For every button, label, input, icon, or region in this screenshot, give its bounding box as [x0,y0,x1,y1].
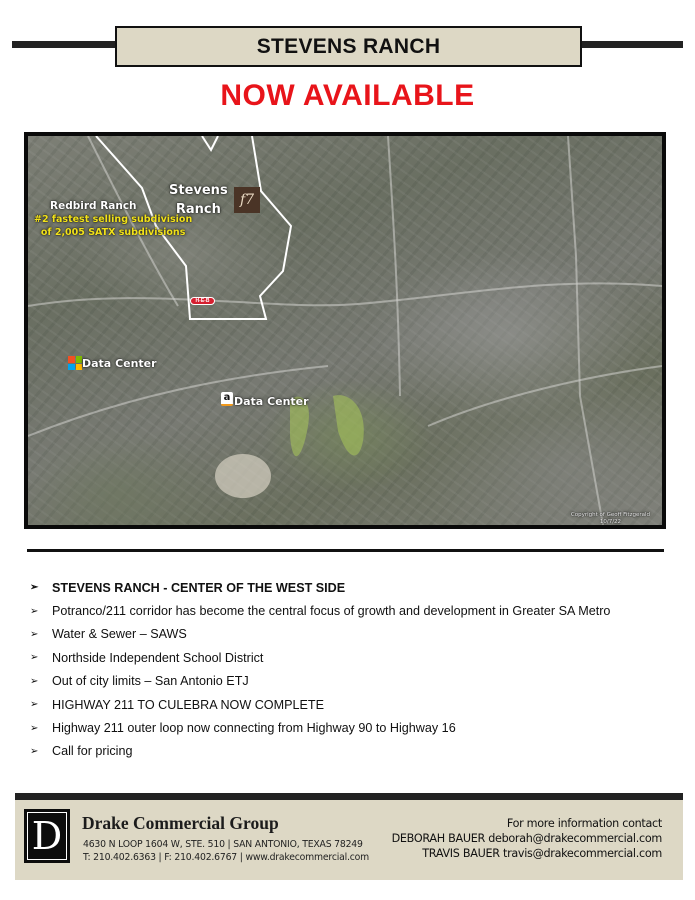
feature-list [30,576,680,763]
list-item: ➢ Potranco/211 corridor has become the central focus of growth and development in Greater SA Metro [30,604,611,619]
arrow-bullet-icon: ➢ [30,628,39,640]
company-address: 4630 N LOOP 1604 W, STE. 510 | SAN ANTONIO, TEXAS 78249 [83,839,363,850]
stevens-ranch-logo-icon: f7 [234,187,260,213]
header-rule-left [12,41,118,48]
list-item: ➢ Out of city limits – San Antonio ETJ [30,674,249,689]
contact-block [392,816,662,861]
heb-store-icon: H-E-B [190,297,215,305]
header-rule-right [582,41,683,48]
contact-deborah[interactable]: DEBORAH BAUER deborah@drakecommercial.com [391,832,662,845]
drake-logo-icon: D [24,809,70,863]
arrow-bullet-icon: ➢ [30,582,39,594]
fastest-selling-annotation: #2 fastest selling subdivision of 2,005 SATX subdivisions [34,214,193,238]
arrow-bullet-icon: ➢ [30,722,39,734]
list-item: ➢ HIGHWAY 211 TO CULEBRA NOW COMPLETE [30,697,324,712]
map-overlay [28,136,662,525]
availability-headline: NOW AVAILABLE [220,79,475,112]
arrow-bullet-icon: ➢ [30,605,39,617]
arrow-bullet-icon: ➢ [30,699,39,711]
map-copyright: Copyright of Geoff Fitzgerald 10/7/22 [570,512,650,525]
page-title: STEVENS RANCH [256,34,441,58]
section-divider [27,549,664,552]
stevens-ranch-label: Stevens Ranch [169,183,228,217]
amazon-data-center-label: Data Center [234,395,309,408]
aerial-map [24,132,666,529]
redbird-ranch-label: Redbird Ranch [50,200,137,212]
contact-heading: For more information contact [506,817,662,830]
list-item: ➢ Water & Sewer – SAWS [30,627,187,642]
arrow-bullet-icon: ➢ [30,745,39,757]
footer-rule [15,793,683,800]
microsoft-data-center-label: Data Center [82,357,157,370]
list-item: ➢ Call for pricing [30,744,133,759]
arrow-bullet-icon: ➢ [30,652,39,664]
contact-travis[interactable]: TRAVIS BAUER travis@drakecommercial.com [422,847,662,860]
title-banner [115,26,582,67]
footer [15,800,683,880]
company-phones-website: T: 210.402.6363 | F: 210.402.6767 | www.drakecommercial.com [83,852,370,863]
list-item: ➢ Highway 211 outer loop now connecting from Highway 90 to Highway 16 [30,721,456,736]
amazon-logo-icon: a [221,392,233,406]
list-item: ➢ Northside Independent School District [30,650,264,665]
microsoft-logo-icon [68,356,82,370]
arrow-bullet-icon: ➢ [30,675,39,687]
list-item: ➢ STEVENS RANCH - CENTER OF THE WEST SIDE [30,580,346,595]
company-name: Drake Commercial Group [82,813,279,833]
